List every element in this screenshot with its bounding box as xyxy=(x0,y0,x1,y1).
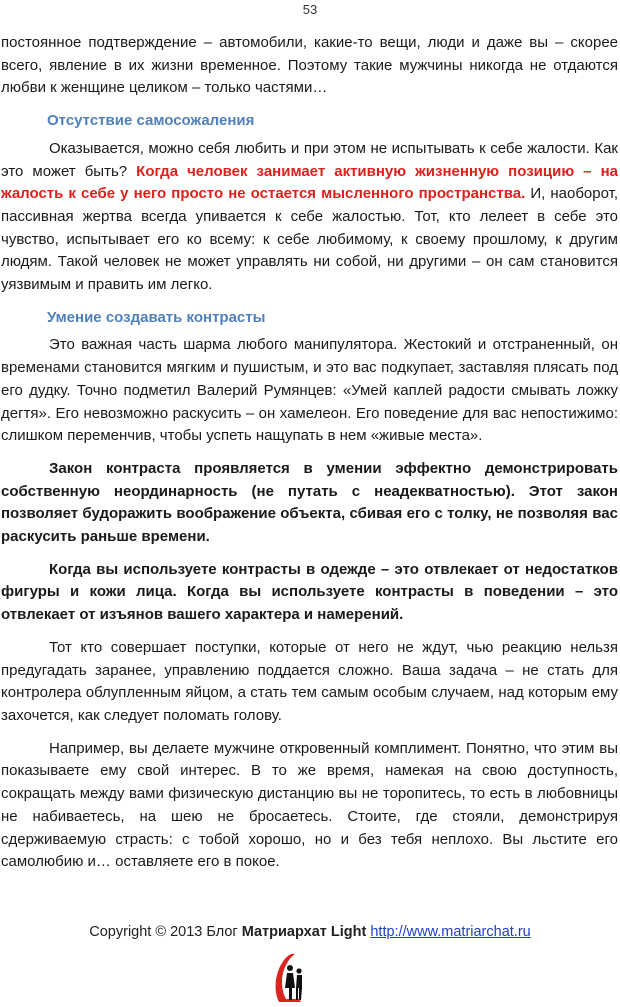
highlighted-text: Когда человек занимает активную жизненную позицию – на жалость к себе у него просто не остается мысленного пространства. xyxy=(1,162,618,203)
paragraph-continuation: постоянное подтверждение – автомобили, какие-то вещи, люди и даже вы – скорее всего, явление в их жизни временное. Поэтому такие мужчины никогда не отдаются любви к женщине целиком – только частями… xyxy=(1,34,618,97)
footer-copyright: Copyright © 2013 Блог xyxy=(89,924,242,940)
footer-blog-name: Матриархат Light xyxy=(241,924,367,940)
page-number: 53 xyxy=(302,2,318,17)
paragraph-example: Например, вы делаете мужчине откровенный комплимент. Понятно, что этим вы показываете ему свой интерес. В то же время, намекая на свою доступность, сокращать между вами физическую дистанцию вы не торопитесь, то есть в любовницы не набиваетесь, на шею не бросаетесь. Стоите, где стояли, демонстрируя сдерживаемую страсть: с тобой хорошо, но и без тебя неплохо. Вы льстите его самолюбию и… оставляете его в покое. xyxy=(1,739,618,871)
paragraph-text: И, наоборот, пассивная жертва всегда упивается к себе жалостью. Тот, кто лелеет в себе это чувство, испытывает его ко всему: к себе любимому, к своему прошлому, к другим людям. Такой человек не может управлять ни собой, ни другими – он сам становится уязвимым и править им легко. xyxy=(1,185,619,294)
paragraph-self-pity xyxy=(1,138,618,297)
paragraph-law-of-contrast: Закон контраста проявляется в умении эффектно демонстрировать собственную неординарность (не путать с неадекватностью). Этот закон позволяет будоражить воображение объекта, сбивая его с толку, не позволяя вас раскусить раньше времени. xyxy=(1,459,618,546)
paragraph-contrasts-clothing: Когда вы используете контрасты в одежде – это отвлекает от недостатков фигуры и кожи лица. Когда вы используете контрасты в поведении – это отвлекает от изъянов вашего характера и намерений. xyxy=(1,560,618,624)
page-content xyxy=(1,32,618,874)
matriarchat-logo-icon xyxy=(271,950,311,1004)
paragraph-unpredictability: Тот кто совершает поступки, которые от него не ждут, чью реакцию нельзя предугадать заранее, управлению поддается сложно. Ваша задача – не стать для контролера облупленным яйцом, а стать тем самым особым случаем, над которым ему захочется, как следует поломать голову. xyxy=(1,638,618,724)
footer-link[interactable]: http://www.matriarchat.ru xyxy=(370,924,531,940)
section-heading-self-pity: Отсутствие самосожаления xyxy=(47,112,255,130)
paragraph-text: Оказывается, можно себя любить и при этом не испытывать к себе жалости. Как это может быть? xyxy=(1,139,618,180)
section-heading-contrasts: Умение создавать контрасты xyxy=(47,308,266,326)
footer xyxy=(0,924,620,940)
paragraph-manipulator: Это важная часть шарма любого манипулятора. Жестокий и отстраненный, он временами становится мягким и пушистым, и это вас подкупает, заставляя плясать под его дудку. Точно подметил Валерий Румянцев: «Умей каплей радости смывать ложку дегтя». Его невозможно раскусить – он хамелеон. Его поведение для вас непостижимо: слишком переменчив, чтобы успеть нащупать в нем «живые места». xyxy=(1,336,618,445)
